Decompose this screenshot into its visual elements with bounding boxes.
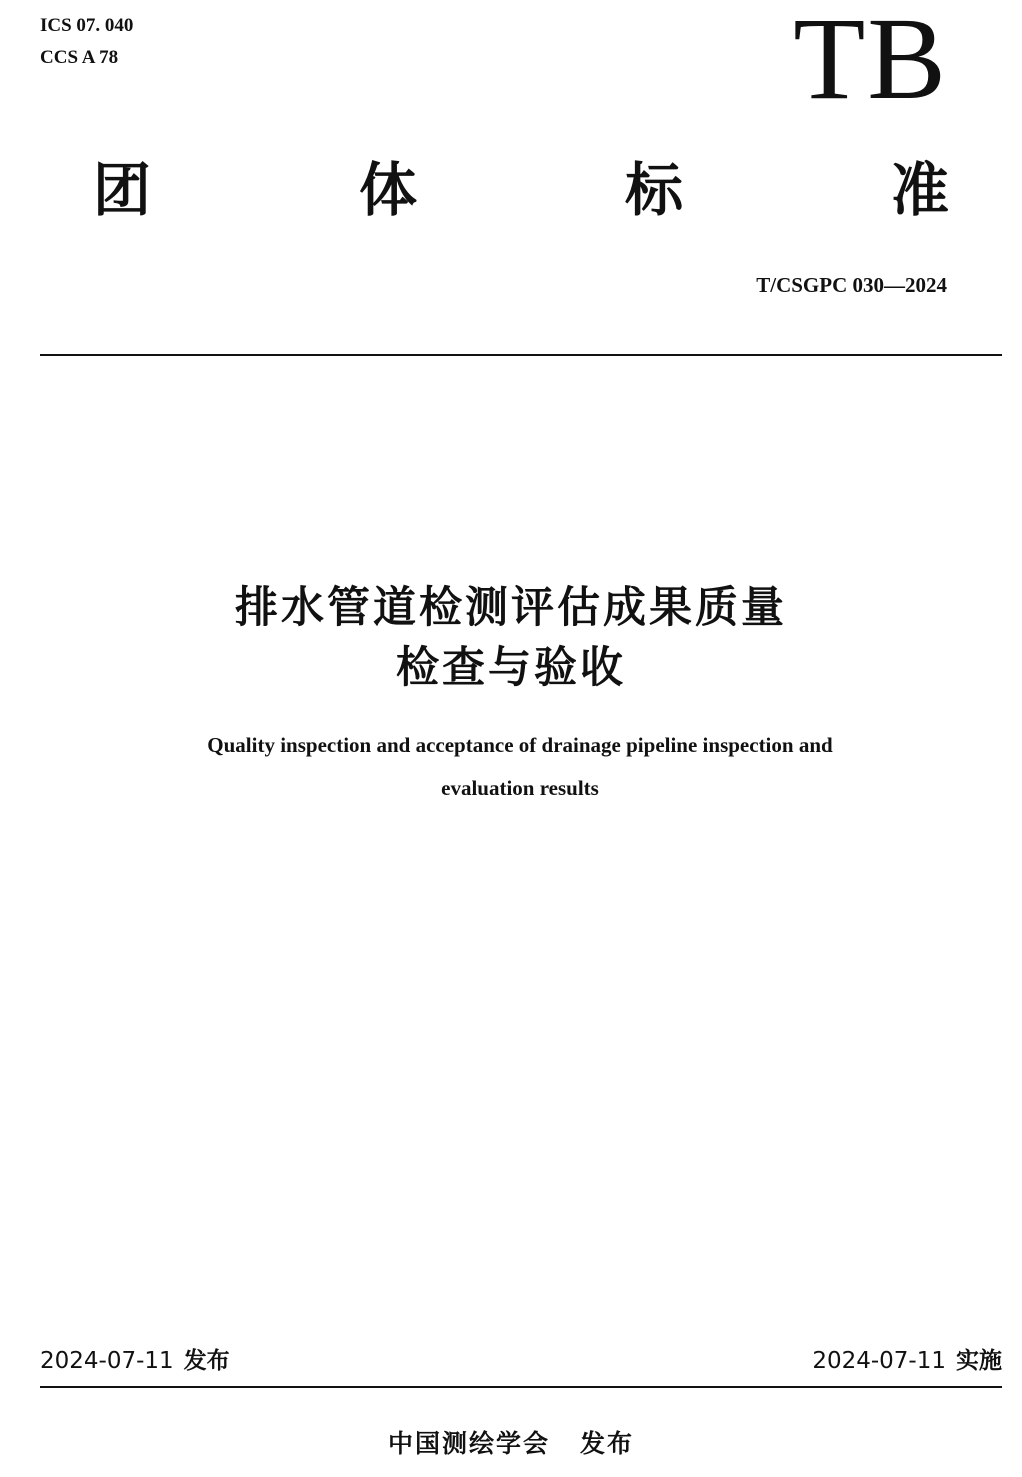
title-cn-line1: 排水管道检测评估成果质量	[235, 583, 787, 633]
standard-number: T/CSGPC 030—2024	[756, 273, 947, 297]
footer-divider	[40, 1386, 1002, 1388]
standard-type-char: 准	[890, 156, 949, 224]
implement-date: 2024-07-11	[812, 1348, 946, 1374]
issue-date: 2024-07-11	[40, 1348, 174, 1374]
title-en-line2: evaluation results	[441, 776, 599, 800]
issue-label: 发布	[183, 1348, 230, 1374]
classification-codes	[40, 10, 133, 74]
publisher	[0, 1424, 1022, 1464]
standard-type-char: 标	[624, 156, 683, 224]
issue-date-block	[40, 1343, 230, 1379]
standard-type-char: 体	[358, 156, 417, 224]
header-divider	[40, 354, 1002, 356]
tb-mark: TB	[793, 0, 948, 124]
title-cn-line2: 检查与验收	[396, 643, 626, 693]
title-en-line1: Quality inspection and acceptance of drainage pipeline inspection and	[207, 733, 833, 757]
implement-date-block	[812, 1343, 1002, 1379]
standard-type-char: 团	[93, 156, 152, 224]
ics-code: ICS 07. 040	[40, 15, 134, 36]
publisher-name: 中国测绘学会	[387, 1429, 550, 1458]
implement-label: 实施	[956, 1348, 1002, 1374]
ccs-code: CCS A 78	[40, 47, 119, 68]
publisher-suffix: 发布	[580, 1429, 635, 1458]
standard-type-heading	[93, 155, 949, 225]
